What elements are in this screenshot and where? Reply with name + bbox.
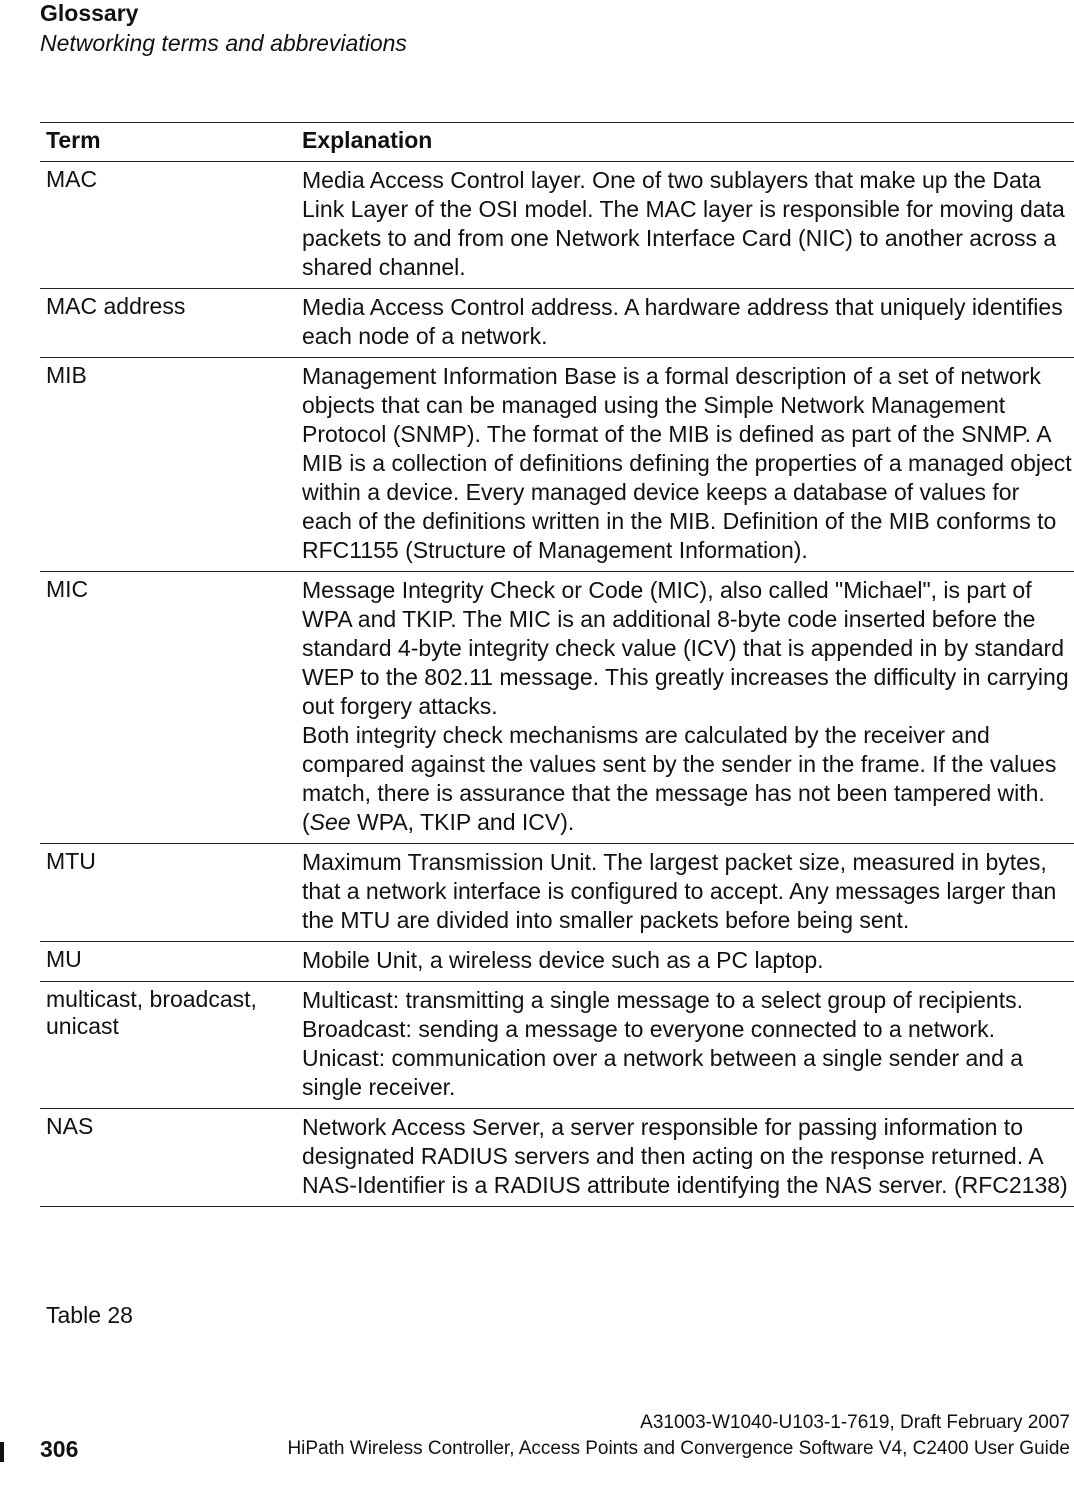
table-row	[40, 982, 1074, 1109]
chapter-title: Glossary	[40, 0, 139, 26]
change-bar	[0, 1442, 4, 1462]
explanation-cell	[296, 289, 1074, 358]
explanation-text: WPA, TKIP and ICV).	[350, 809, 575, 835]
page-number: 306	[40, 1436, 79, 1462]
explanation-text: Management Information Base is a formal description of a set of network objects that can be managed using the Simple Network Management Protocol (SNMP). The format of the MIB is defined as part of the SNMP. A MIB is a collection of definitions defining the properties of a managed object within a device. Every managed device keeps a database of values for each of the definitions written in the MIB. Definition of the MIB conforms to RFC1155 (Structure of Management Information).	[302, 363, 1072, 563]
column-header-term: Term	[40, 123, 296, 162]
table-row	[40, 358, 1074, 572]
explanation-text: Mobile Unit, a wireless device such as a PC laptop.	[302, 947, 824, 973]
table-row	[40, 1109, 1074, 1207]
explanation-cell	[296, 358, 1074, 572]
table-row	[40, 942, 1074, 982]
document-id: A31003-W1040-U103-1-7619, Draft February 2007	[640, 1412, 1070, 1433]
table-header-row	[40, 123, 1074, 162]
table-row	[40, 289, 1074, 358]
term-cell: MIC	[40, 572, 296, 844]
table-row	[40, 572, 1074, 844]
explanation-cell	[296, 572, 1074, 844]
document-title: HiPath Wireless Controller, Access Points and Convergence Software V4, C2400 User Guide	[287, 1438, 1070, 1459]
explanation-text: Media Access Control address. A hardware address that uniquely identifies each node of a network.	[302, 294, 1063, 349]
table-row	[40, 162, 1074, 289]
table-caption: Table 28	[46, 1302, 133, 1328]
glossary-table	[40, 122, 1074, 1207]
section-title: Networking terms and abbreviations	[40, 30, 407, 56]
term-cell: MTU	[40, 844, 296, 942]
explanation-cell	[296, 942, 1074, 982]
term-cell: NAS	[40, 1109, 296, 1207]
term-cell: multicast, broadcast, unicast	[40, 982, 296, 1109]
explanation-text: Multicast: transmitting a single message to a select group of recipients. Broadcast: sending a message to everyone connected to a network. Unicast: communication over a network between a single sender and a single receiver.	[302, 987, 1024, 1100]
table-row	[40, 844, 1074, 942]
explanation-cell	[296, 1109, 1074, 1207]
term-cell: MU	[40, 942, 296, 982]
explanation-text: Maximum Transmission Unit. The largest packet size, measured in bytes, that a network interface is configured to accept. Any messages larger than the MTU are divided into smaller packets before being sent.	[302, 849, 1057, 933]
explanation-text: Message Integrity Check or Code (MIC), also called "Michael", is part of WPA and TKIP. The MIC is an additional 8-byte code inserted before the standard 4-byte integrity check value (ICV) that is appended in by standard WEP to the 802.11 message. This greatly increases the difficulty in carrying out forgery attacks.	[302, 577, 1069, 719]
page-header	[40, 0, 1040, 60]
explanation-text: Both integrity check mechanisms are calculated by the receiver and compared against the values sent by the sender in the frame. If the values match, there is assurance that the message has not been tampered with. (	[302, 722, 1057, 835]
explanation-text: Network Access Server, a server responsible for passing information to designated RADIUS servers and then acting on the response returned. A NAS-Identifier is a RADIUS attribute identifying the NAS server. (RFC2138)	[302, 1114, 1068, 1198]
explanation-cell	[296, 844, 1074, 942]
term-cell: MAC	[40, 162, 296, 289]
term-cell: MAC address	[40, 289, 296, 358]
explanation-text-second-paragraph	[302, 721, 1074, 837]
explanation-cell	[296, 162, 1074, 289]
see-reference: See	[309, 809, 351, 835]
explanation-text: Media Access Control layer. One of two sublayers that make up the Data Link Layer of the OSI model. The MAC layer is responsible for moving data packets to and from one Network Interface Card (NIC) to another across a shared channel.	[302, 167, 1065, 280]
column-header-explanation: Explanation	[296, 123, 1074, 162]
explanation-cell	[296, 982, 1074, 1109]
term-cell: MIB	[40, 358, 296, 572]
